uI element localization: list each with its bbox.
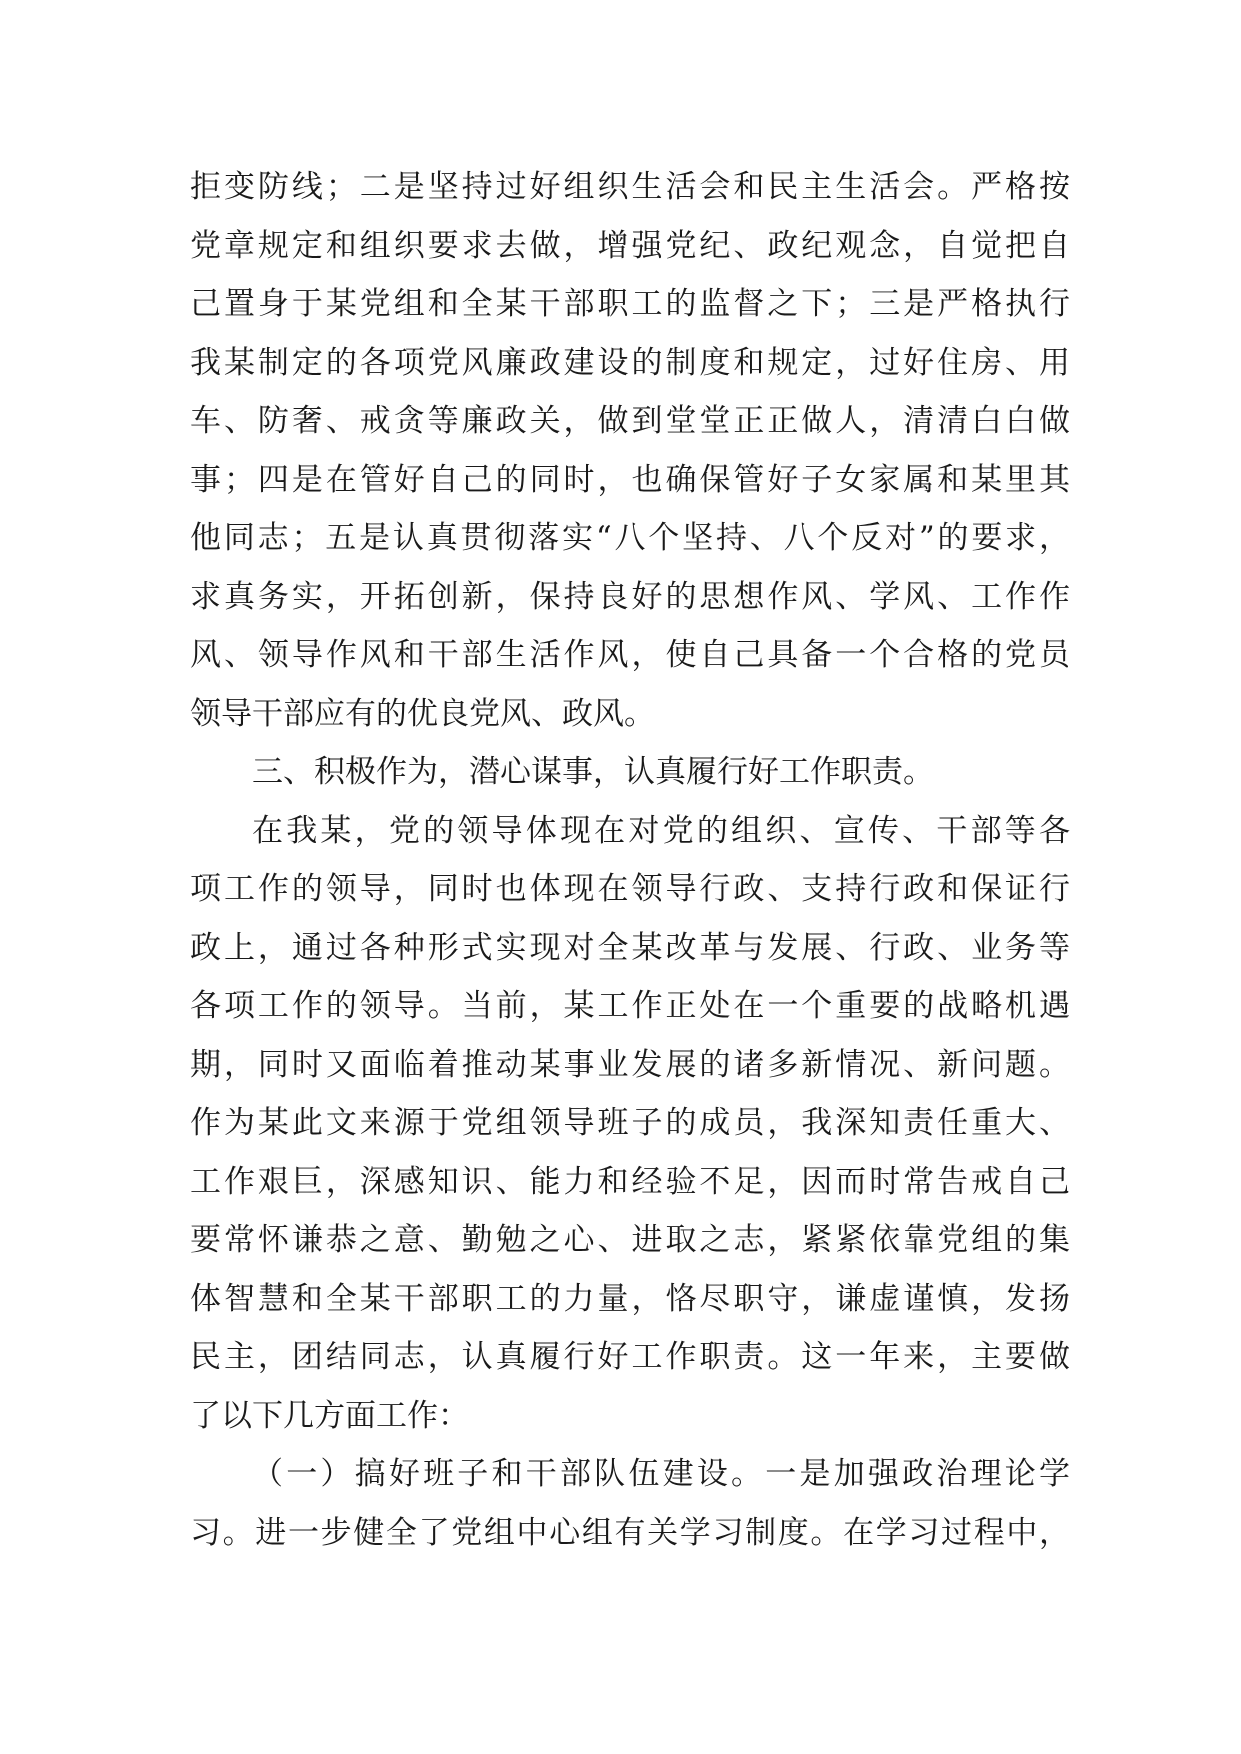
text-line: 要常怀谦恭之意、勤勉之心、进取之志，紧紧依靠党组的集: [190, 1222, 1070, 1258]
text-line: （一）搞好班子和干部队伍建设。一是加强政治理论学: [252, 1456, 1070, 1492]
text-line: 在我某，党的领导体现在对党的组织、宣传、干部等各: [252, 812, 1070, 849]
text-line: 事；四是在管好自己的同时，也确保管好子女家属和某里其: [190, 461, 1070, 498]
text-line: 三、积极作为，潜心谋事，认真履行好工作职责。: [252, 754, 934, 790]
text-line: 领导干部应有的优良党风、政风。: [190, 695, 655, 732]
text-line: 工作艰巨，深感知识、能力和经验不足，因而时常告戒自己: [190, 1163, 1070, 1200]
text-line: 己置身于某党组和全某干部职工的监督之下；三是严格执行: [190, 286, 1070, 322]
text-line: 求真务实，开拓创新，保持良好的思想作风、学风、工作作: [190, 578, 1070, 615]
text-line: 民主，团结同志，认真履行好工作职责。这一年来，主要做: [190, 1339, 1070, 1375]
text-line: 车、防奢、戒贪等廉政关，做到堂堂正正做人，清清白白做: [190, 403, 1070, 439]
text-line: 各项工作的领导。当前，某工作正处在一个重要的战略机遇: [190, 988, 1070, 1024]
text-line: 他同志；五是认真贯彻落实“八个坚持、八个反对”的要求，: [190, 520, 1070, 556]
text-line: 期，同时又面临着推动某事业发展的诸多新情况、新问题。: [190, 1046, 1070, 1083]
body-text: [190, 158, 1070, 1562]
text-line: 我某制定的各项党风廉政建设的制度和规定，过好住房、用: [190, 344, 1070, 381]
text-line: 拒变防线；二是坚持过好组织生活会和民主生活会。严格按: [190, 169, 1070, 205]
text-line: 项工作的领导，同时也体现在领导行政、支持行政和保证行: [190, 871, 1070, 907]
text-line: 党章规定和组织要求去做，增强党纪、政纪观念，自觉把自: [190, 227, 1070, 264]
text-line: 体智慧和全某干部职工的力量，恪尽职守，谦虚谨慎，发扬: [190, 1280, 1070, 1317]
text-line: 习。进一步健全了党组中心组有关学习制度。在学习过程中，: [190, 1514, 1070, 1551]
text-line: 作为某此文来源于党组领导班子的成员，我深知责任重大、: [190, 1105, 1070, 1141]
text-line: 了以下几方面工作：: [190, 1397, 469, 1434]
text-line: 政上，通过各种形式实现对全某改革与发展、行政、业务等: [190, 929, 1070, 966]
text-line: 风、领导作风和干部生活作风，使自己具备一个合格的党员: [190, 637, 1070, 673]
